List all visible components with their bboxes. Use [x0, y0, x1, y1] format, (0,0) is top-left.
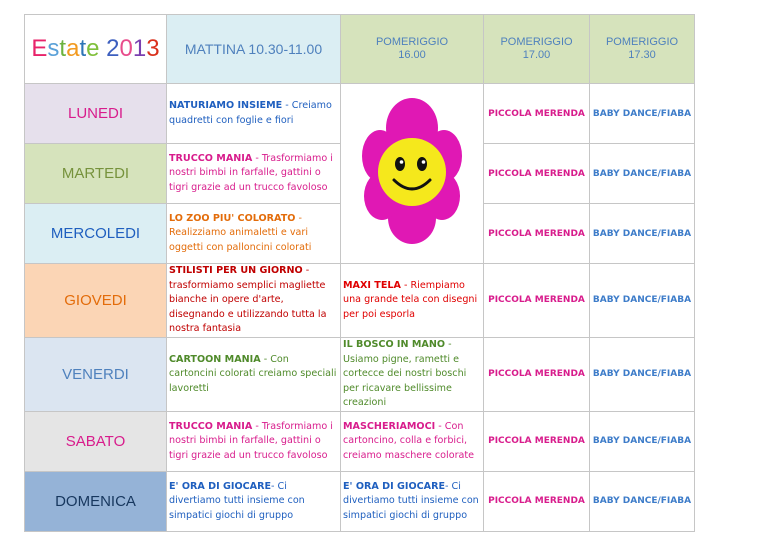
pm3-cell: BABY DANCE/FIABA — [590, 264, 695, 338]
activity-text: Trasformiamo i nostri bimbi in farfalle, gattini o tigri grazie ad un trucco favoloso — [169, 152, 333, 193]
page-title — [31, 35, 159, 62]
pm3-cell: BABY DANCE/FIABA — [590, 337, 695, 411]
activity-title: CARTOON MANIA — [169, 353, 261, 365]
activity-pm1 — [341, 337, 484, 411]
day-sabato: SABATO — [25, 411, 167, 471]
activity-pm1 — [341, 471, 484, 531]
activity-text: trasformiamo semplici magliette bianche in opere d'arte, disegnando e utilizzando tutta la nostra fantasia — [169, 279, 327, 335]
smiley-flower-icon — [362, 96, 462, 246]
activity-text: Con cartoncino, colla e forbici, creiamo maschere colorate — [343, 420, 475, 461]
header-morning — [167, 15, 341, 84]
pm3-cell: BABY DANCE/FIABA — [590, 84, 695, 144]
activity-text: Ci divertiamo tutti insieme con simpatici giochi di gruppo — [169, 480, 305, 521]
activity-sep: - — [252, 420, 262, 432]
title-letter: 3 — [146, 35, 160, 62]
pm2-cell: PICCOLA MERENDA — [484, 144, 590, 204]
header-pm1-label: POMERIGGIO — [375, 36, 449, 48]
pm3-cell: BABY DANCE/FIABA — [590, 204, 695, 264]
activity-title: TRUCCO MANIA — [169, 420, 253, 432]
header-pm2-label: POMERIGGIO — [500, 36, 573, 48]
activity-pm1 — [341, 264, 484, 338]
day-row — [25, 337, 695, 411]
activity-text: Creiamo quadretti con foglie e fiori — [169, 99, 332, 126]
activity-sep: - — [260, 353, 271, 365]
activity-title: E' ORA DI GIOCARE — [343, 480, 446, 492]
header-row — [25, 15, 695, 84]
activity-title: TRUCCO MANIA — [169, 152, 253, 164]
title-letter: 2 — [106, 35, 120, 62]
pm3-cell: BABY DANCE/FIABA — [590, 471, 695, 531]
activity-title: IL BOSCO IN MANO — [343, 338, 446, 350]
header-morning-label: MATTINA 10.30-11.00 — [184, 41, 323, 57]
day-mercoledi: MERCOLEDI — [25, 204, 167, 264]
pm2-cell: PICCOLA MERENDA — [484, 204, 590, 264]
title-letter: 0 — [119, 35, 133, 62]
activity-morning — [167, 84, 341, 144]
title-letter: t — [79, 35, 87, 62]
day-giovedi: GIOVEDI — [25, 264, 167, 338]
header-pm1 — [341, 15, 484, 84]
day-row — [25, 264, 695, 338]
day-domenica: DOMENICA — [25, 471, 167, 531]
activity-title: MASCHERIAMOCI — [343, 420, 436, 432]
activity-text: Trasformiamo i nostri bimbi in farfalle, gattini o tigri grazie ad un trucco favoloso — [169, 420, 333, 461]
flower-cell — [341, 84, 484, 264]
activity-sep: - — [435, 420, 445, 432]
activity-text: Ci divertiamo tutti insieme con simpatici giochi di gruppo — [343, 480, 479, 521]
header-pm2 — [484, 15, 590, 84]
activity-sep: - — [271, 480, 278, 492]
header-pm3 — [590, 15, 695, 84]
title-letter: e — [86, 35, 100, 62]
activity-text: Riempiamo una grande tela con disegni per poi esporla — [343, 279, 478, 320]
activity-sep: - — [445, 338, 452, 350]
header-pm3-label: POMERIGGIO — [605, 36, 679, 48]
activity-morning — [167, 264, 341, 338]
activity-sep: - — [445, 480, 452, 492]
schedule-table — [24, 14, 695, 532]
day-martedi: MARTEDI — [25, 144, 167, 204]
activity-sep: - — [282, 99, 292, 111]
activity-title: NATURIAMO INSIEME — [169, 99, 283, 111]
pm2-cell: PICCOLA MERENDA — [484, 337, 590, 411]
activity-morning — [167, 204, 341, 264]
activity-morning — [167, 144, 341, 204]
pm2-cell: PICCOLA MERENDA — [484, 84, 590, 144]
activity-text: Realizziamo animaletti e vari oggetti con palloncini colorati — [169, 227, 312, 253]
activity-morning — [167, 337, 341, 411]
header-pm3-time: 17.30 — [628, 49, 656, 61]
activity-sep: - — [252, 152, 262, 164]
activity-pm1 — [341, 411, 484, 471]
activity-title: E' ORA DI GIOCARE — [169, 480, 272, 492]
activity-title: MAXI TELA — [343, 279, 401, 291]
header-pm1-time: 16.00 — [398, 49, 426, 61]
activity-morning — [167, 471, 341, 531]
day-lunedi: LUNEDI — [25, 84, 167, 144]
header-pm2-time: 17.00 — [522, 49, 551, 61]
activity-sep: - — [302, 265, 310, 276]
title-letter: E — [31, 35, 48, 62]
pm2-cell: PICCOLA MERENDA — [484, 411, 590, 471]
pm3-cell: BABY DANCE/FIABA — [590, 144, 695, 204]
activity-morning — [167, 411, 341, 471]
activity-title: STILISTI PER UN GIORNO — [169, 265, 303, 276]
activity-sep: - — [295, 212, 302, 224]
pm2-cell: PICCOLA MERENDA — [484, 471, 590, 531]
title-letter: t — [59, 35, 67, 62]
title-letter: 1 — [132, 35, 147, 62]
activity-sep: - — [400, 279, 411, 291]
day-row — [25, 471, 695, 531]
title-cell — [25, 15, 167, 84]
title-letter: s — [47, 35, 60, 62]
day-row — [25, 84, 695, 144]
activity-text: Con cartoncini colorati creiamo speciali lavoretti — [169, 353, 337, 394]
day-venerdi: VENERDI — [25, 337, 167, 411]
title-letter: a — [66, 35, 80, 62]
day-row — [25, 411, 695, 471]
activity-text: Usiamo pigne, rametti e cortecce dei nostri boschi per ricavare bellissime creazioni — [343, 353, 467, 409]
pm3-cell: BABY DANCE/FIABA — [590, 411, 695, 471]
activity-title: LO ZOO PIU' COLORATO — [169, 212, 296, 224]
pm2-cell: PICCOLA MERENDA — [484, 264, 590, 338]
